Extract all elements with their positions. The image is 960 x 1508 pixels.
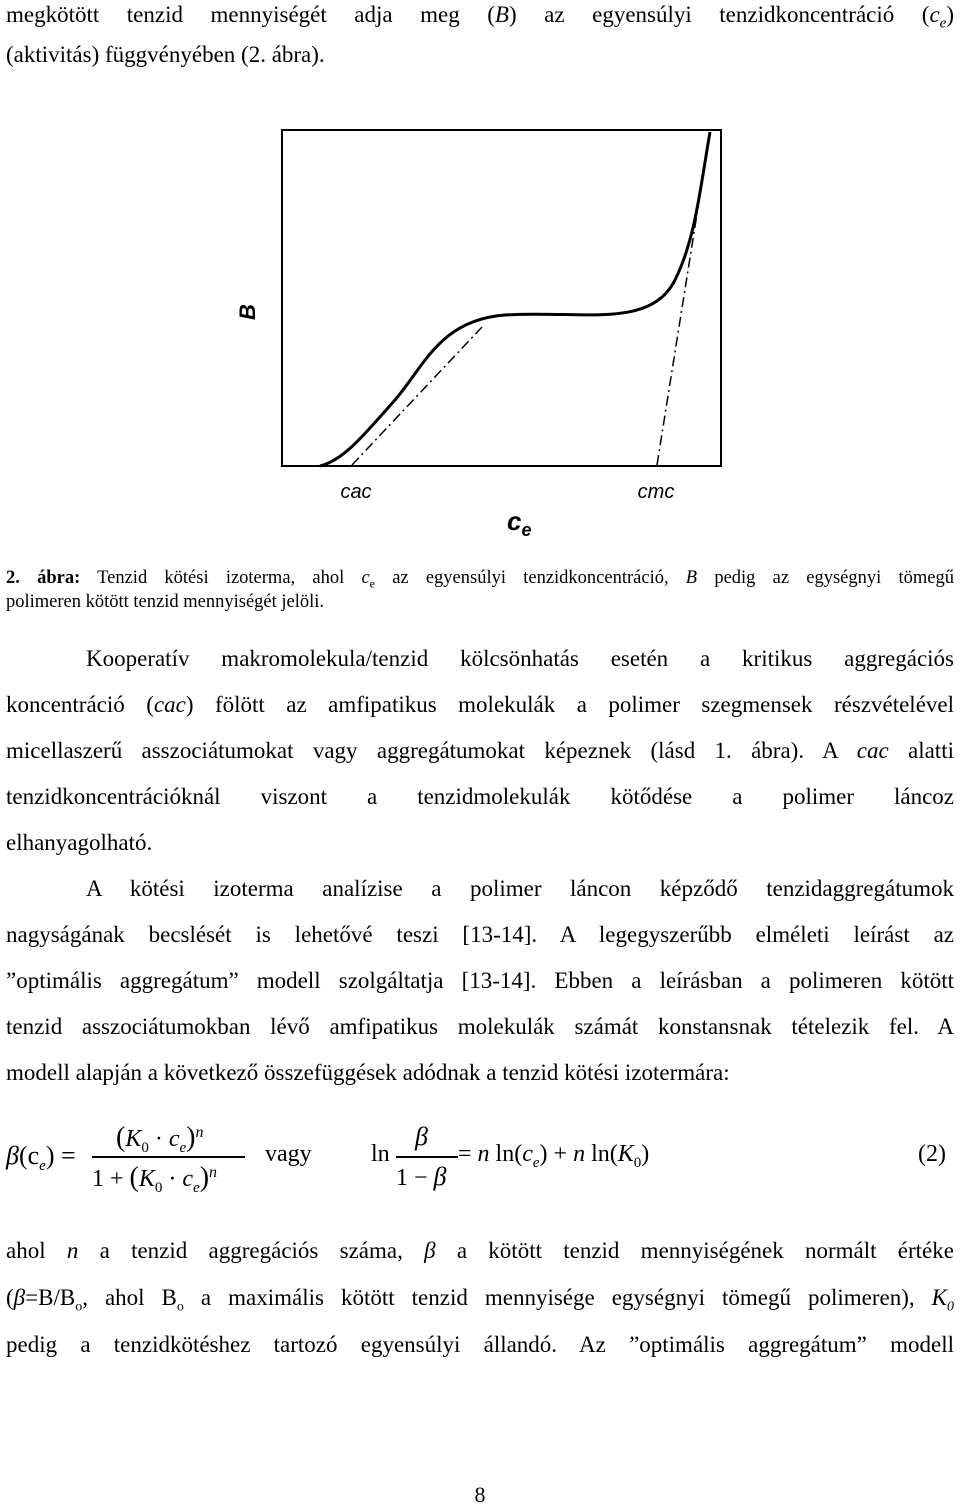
intro-line-1: megkötött tenzid mennyiségét adja meg (B) az egyensúlyi tenzidkoncentráció $(c_e)$ — [6, 2, 955, 32]
isotherm-curve — [320, 132, 710, 466]
equation-number: (2) — [918, 1141, 946, 1167]
tick-label-cac: cac — [340, 481, 372, 503]
para2-line-4: tenzid asszociátumokban lévő amfipatikus molekulák számát konstansnak tételezik fel. A — [6, 1014, 954, 1039]
figure-caption-line-1: 2. ábra: Tenzid kötési izoterma, ahol $c_e$ az egyensúlyi tenzidkoncentráció, B pedig az egységnyi tömegű — [6, 568, 954, 591]
para3-line-1: ahol n a tenzid aggregációs száma, β a kötött tenzid mennyiségének normált értéke — [6, 1238, 954, 1263]
binding-isotherm-figure — [0, 0, 960, 560]
para1-line-3: micellaszerű asszociátumokat vagy aggregátumokat képeznek (lásd 1. ábra). A cac alatti — [6, 738, 954, 763]
para3-line-3: pedig a tenzidkötéshez tartozó egyensúlyi állandó. Az ”optimális aggregátum” modell — [6, 1332, 954, 1357]
cac-tangent-line — [352, 327, 482, 465]
page-number: 8 — [474, 1482, 486, 1507]
para1-line-4: tenzidkoncentrációknál viszont a tenzidmolekulák kötődése a polimer láncoz — [6, 784, 954, 809]
para1-line-5: elhanyagolható. — [6, 830, 153, 855]
para1-line-2: koncentráció (cac) fölött az amfipatikus molekulák a polimer szegmensek részvételével — [6, 692, 955, 717]
y-axis-label: B — [235, 304, 260, 320]
fraction-bar-2 — [396, 1156, 458, 1158]
intro-line-2: (aktivitás) függvényében (2. ábra). — [6, 42, 325, 67]
para1-line-1: Kooperatív makromolekula/tenzid kölcsönhatás esetén a kritikus aggregációs — [86, 646, 954, 671]
x-axis-label: $c_e$ — [507, 506, 532, 540]
para2-line-3: ”optimális aggregátum” modell szolgáltatja [13-14]. Ebben a leírásban a polimeren kötött — [6, 968, 954, 993]
fraction-bar-1 — [92, 1156, 245, 1158]
tick-label-cmc: cmc — [637, 481, 675, 503]
para2-line-5: modell alapján a következő összefüggések adódnak a tenzid kötési izotermára: — [6, 1060, 730, 1085]
para3-line-2: ($\beta=B/B_o$, ahol $B_o$ a maximális kötött tenzid mennyisége egységnyi tömegű polimeren), $K_0$ — [6, 1285, 954, 1315]
para2-line-1: A kötési izoterma analízise a polimer láncon képződő tenzidaggregátumok — [86, 876, 954, 901]
figure-caption-line-2: polimeren kötött tenzid mennyiségét jelöli. — [6, 592, 325, 612]
plot-frame — [282, 130, 721, 466]
para2-line-2: nagyságának becslését is lehetővé teszi [13-14]. A legegyszerűbb elméleti leírást az — [6, 922, 954, 947]
